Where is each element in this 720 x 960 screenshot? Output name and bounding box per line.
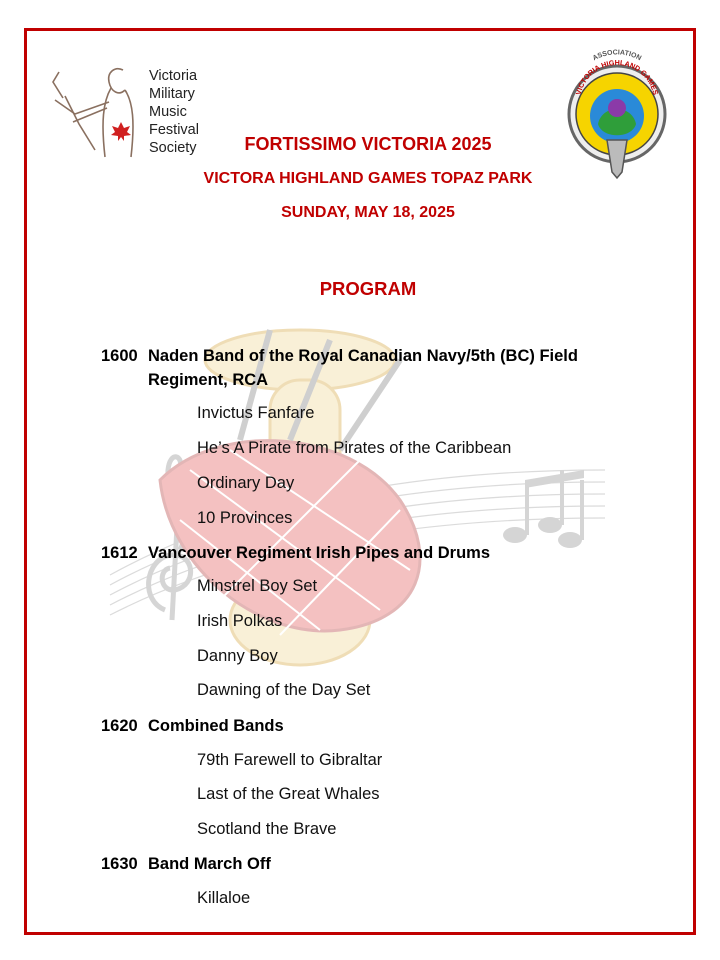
highland-games-logo bbox=[562, 44, 672, 180]
logo-line: Military bbox=[149, 86, 195, 102]
program-piece: Dawning of the Day Set bbox=[197, 681, 371, 699]
event-title: FORTISSIMO VICTORIA 2025 bbox=[244, 134, 492, 154]
program-piece: 79th Farewell to Gibraltar bbox=[197, 751, 383, 769]
logo-ring-text: VICTORIA HIGHLAND GAMES bbox=[573, 57, 661, 96]
act-band-line: Naden Band of the Royal Canadian Navy/5th (BC) Field bbox=[148, 347, 578, 365]
program-piece: Last of the Great Whales bbox=[197, 785, 380, 803]
act-band: Combined Bands bbox=[148, 717, 284, 735]
program-act bbox=[101, 344, 578, 392]
program-piece: Ordinary Day bbox=[197, 474, 295, 492]
program-act bbox=[101, 852, 271, 876]
program-piece: Irish Polkas bbox=[197, 612, 283, 630]
program-piece: Killaloe bbox=[197, 889, 251, 907]
event-location: VICTORA HIGHLAND GAMES TOPAZ PARK bbox=[203, 170, 533, 187]
program-act bbox=[101, 541, 490, 565]
program-piece: Invictus Fanfare bbox=[197, 404, 315, 422]
act-band: Band March Off bbox=[148, 855, 271, 873]
program-piece: 10 Provinces bbox=[197, 509, 293, 527]
act-band-line: Regiment, RCA bbox=[148, 371, 269, 389]
act-time: 1600 bbox=[101, 347, 138, 365]
act-band bbox=[148, 344, 578, 392]
program-piece: Scotland the Brave bbox=[197, 820, 337, 838]
logo-line: Music bbox=[149, 104, 187, 120]
act-band: Vancouver Regiment Irish Pipes and Drums bbox=[148, 544, 491, 562]
logo-line: Festival bbox=[149, 122, 199, 138]
logo-line: Victoria bbox=[149, 68, 198, 84]
event-date: SUNDAY, MAY 18, 2025 bbox=[281, 204, 455, 221]
logo-top-text: ASSOCIATION bbox=[591, 49, 643, 63]
program-heading: PROGRAM bbox=[319, 278, 417, 299]
act-time: 1612 bbox=[101, 544, 138, 562]
program-act bbox=[101, 714, 284, 738]
act-time: 1620 bbox=[101, 717, 138, 735]
program-piece: Minstrel Boy Set bbox=[197, 577, 318, 595]
program-piece: He’s A Pirate from Pirates of the Caribbean bbox=[197, 439, 512, 457]
act-time: 1630 bbox=[101, 855, 138, 873]
logo-line: Society bbox=[149, 140, 197, 156]
program-piece: Danny Boy bbox=[197, 647, 278, 665]
